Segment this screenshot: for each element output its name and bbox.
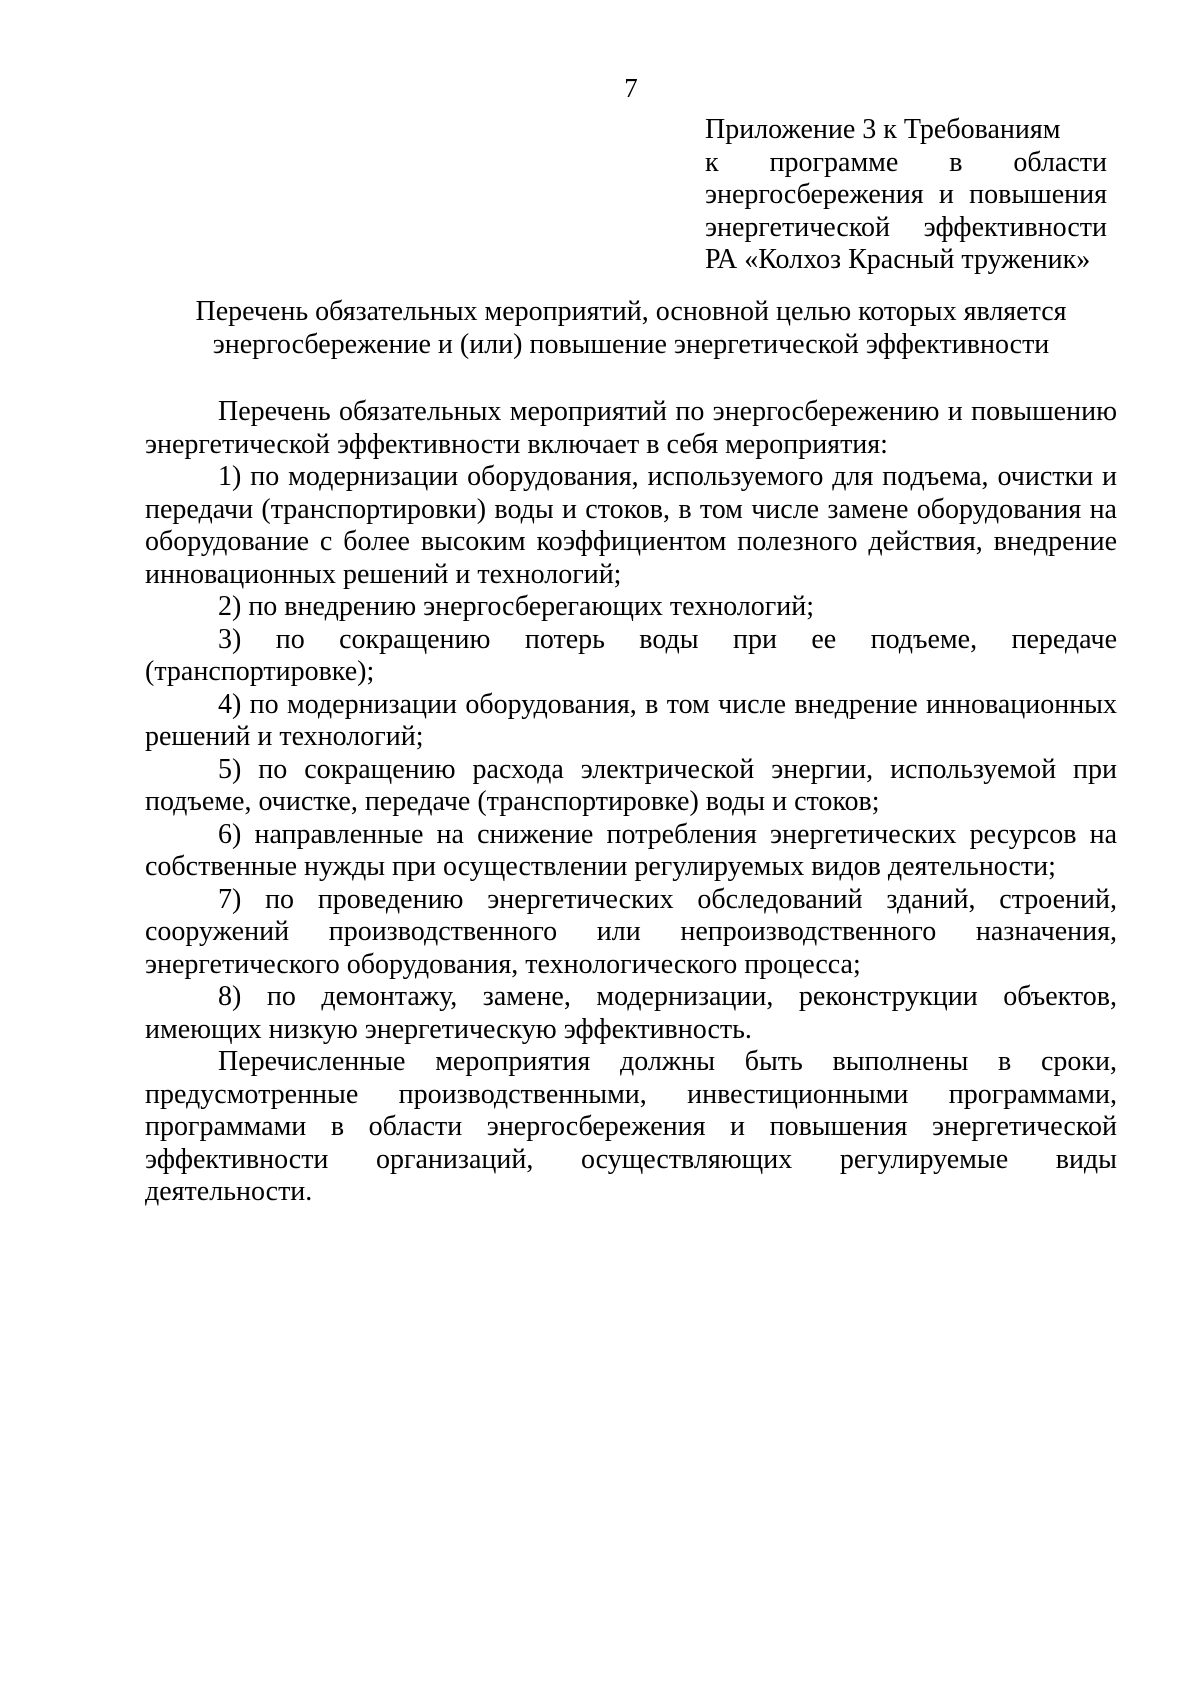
appendix-line-5: РА «Колхоз Красный труженик»: [705, 244, 1091, 275]
document-title-line-1: Перечень обязательных мероприятий, основной целью которых является: [195, 296, 1067, 327]
list-item-2: 2) по внедрению энергосберегающих технологий;: [218, 591, 815, 622]
list-item-6: 6) направленные на снижение потребления энергетических ресурсов на собственные нужды при осуществлении регулируемых видов деятельности;: [145, 818, 1117, 882]
appendix-line-2: к программе в области: [705, 146, 1107, 178]
document-title-line-2: энергосбережение и (или) повышение энергетической эффективности: [212, 328, 1050, 360]
document-title: [145, 296, 1117, 361]
list-item-8: 8) по демонтажу, замене, модернизации, реконструкции объектов, имеющих низкую энергетическую эффективность.: [145, 981, 1117, 1045]
list-item-3: 3) по сокращению потерь воды при ее подъеме, передаче (транспортировке);: [145, 623, 1117, 687]
appendix-line-3: энергосбережения и повышения: [705, 179, 1107, 210]
list-item-4: 4) по модернизации оборудования, в том числе внедрение инновационных решений и технологий;: [145, 688, 1117, 752]
list-item-1: 1) по модернизации оборудования, используемого для подъема, очистки и передачи (транспортировки) воды и стоков, в том числе замене оборудования на оборудование с более высоким коэффициентом полезного действия, внедрение инновационных решений и технологий;: [145, 461, 1117, 590]
page-number: 7: [624, 73, 638, 103]
document-body: [145, 396, 1117, 1209]
list-item-5: 5) по сокращению расхода электрической энергии, используемой при подъеме, очистке, передаче (транспортировке) воды и стоков;: [145, 753, 1117, 817]
appendix-line-4: энергетической эффективности: [705, 211, 1107, 243]
intro-paragraph: Перечень обязательных мероприятий по энергосбережению и повышению энергетической эффективности включает в себя мероприятия:: [145, 396, 1117, 460]
list-item-7: 7) по проведению энергетических обследований зданий, строений, сооружений производственного или непроизводственного назначения, энергетического оборудования, технологического процесса;: [145, 883, 1117, 980]
appendix-header: [705, 114, 1107, 277]
closing-paragraph: Перечисленные мероприятия должны быть выполнены в сроки, предусмотренные производственными, инвестиционными программами, программами в области энергосбережения и повышения энергетической эффективности организаций, осуществляющих регулируемые виды деятельности.: [145, 1046, 1117, 1207]
appendix-line-1: Приложение 3 к Требованиям: [705, 114, 1061, 145]
